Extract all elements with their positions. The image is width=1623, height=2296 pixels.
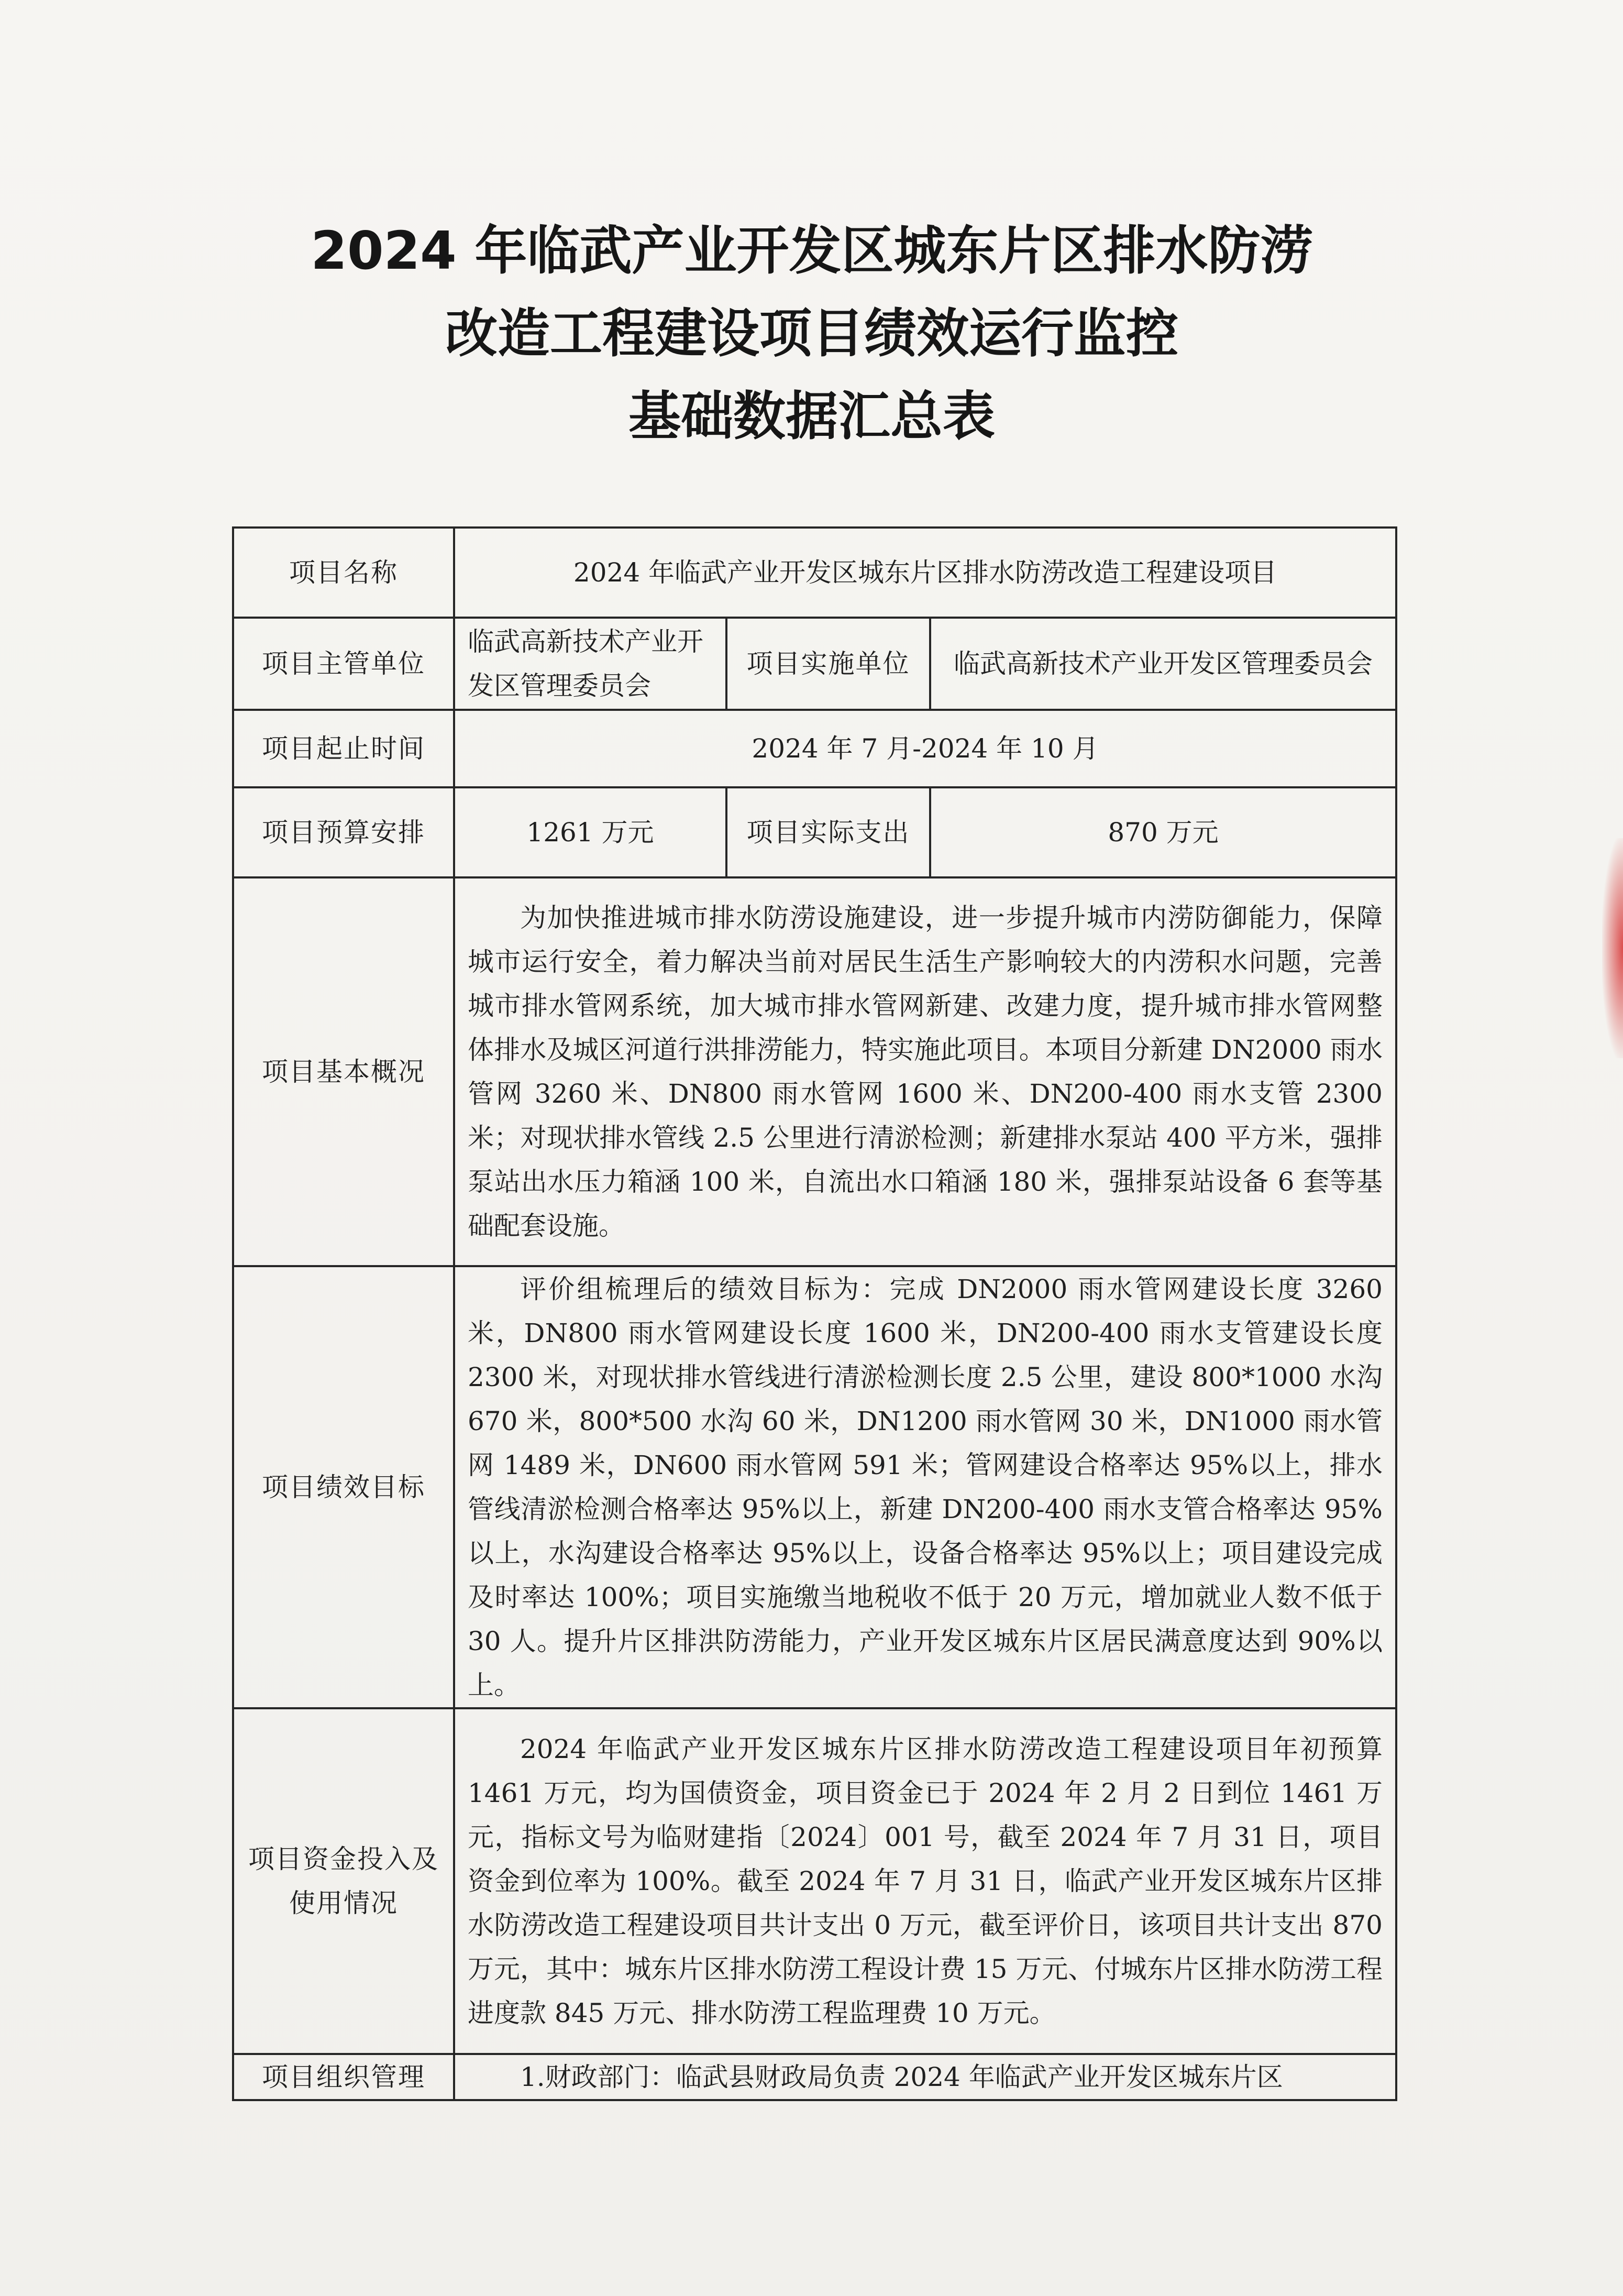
implementer-label: 项目实施单位 — [726, 618, 930, 710]
overview-cell — [454, 877, 1396, 1266]
red-seal-fragment — [1602, 838, 1623, 1058]
period-value: 2024 年 7 月-2024 年 10 月 — [454, 710, 1396, 787]
implementer-value: 临武高新技术产业开发区管理委员会 — [930, 618, 1396, 710]
org-text: 1.财政部门：临武县财政局负责 2024 年临武产业开发区城东片区 — [520, 2062, 1283, 2092]
row-overview — [233, 877, 1396, 1266]
budget-value: 1261 万元 — [454, 787, 726, 877]
row-budget — [233, 787, 1396, 877]
row-project-name — [233, 528, 1396, 618]
title-line-2: 改造工程建设项目绩效运行监控 — [445, 303, 1178, 364]
budget-label: 项目预算安排 — [233, 787, 454, 877]
actual-label: 项目实际支出 — [726, 787, 930, 877]
supervisor-value: 临武高新技术产业开发区管理委员会 — [454, 618, 726, 710]
overview-text: 为加快推进城市排水防涝设施建设，进一步提升城市内涝防御能力，保障城市运行安全，着力解决当前对居民生活生产影响较大的内涝积水问题，完善城市排水管网系统，加大城市排水管网新建、改建力度，提升城市排水管网整体排水及城区河道行洪排涝能力，特实施此项目。本项目分新建 DN2000 雨水管网 3260 米、DN800 雨水管网 1600 米、DN200-400 雨水支管 2300 米；对现状排水管线 2.5 公里进行清淤检测；新建排水泵站 400 平方米，强排泵站出水压力箱涵 100 米，自流出水口箱涵 180 米，强排泵站设备 6 套等基础配套设施。 — [468, 903, 1383, 1241]
funds-label: 项目资金投入及使用情况 — [233, 1708, 454, 2054]
overview-label: 项目基本概况 — [233, 877, 454, 1266]
org-label: 项目组织管理 — [233, 2054, 454, 2100]
goals-label: 项目绩效目标 — [233, 1266, 454, 1708]
funds-cell — [454, 1708, 1396, 2054]
document-title — [220, 210, 1404, 458]
row-units — [233, 618, 1396, 710]
row-goals — [233, 1266, 1396, 1708]
title-line-1: 2024 年临武产业开发区城东片区排水防涝 — [311, 220, 1313, 281]
row-funds — [233, 1708, 1396, 2054]
funds-text: 2024 年临武产业开发区城东片区排水防涝改造工程建设项目年初预算 1461 万元，均为国债资金，项目资金已于 2024 年 2 月 2 日到位 1461 万元，指标文号为临财建指〔2024〕001 号，截至 2024 年 7 月 31 日，项目资金到位率为 100%。截至 2024 年 7 月 31 日，临武产业开发区城东片区排水防涝改造工程建设项目共计支出 0 万元，截至评价日，该项目共计支出 870 万元，其中：城东片区排水防涝工程设计费 15 万元、付城东片区排水防涝工程进度款 845 万元、排水防涝工程监理费 10 万元。 — [468, 1734, 1383, 2028]
project-name-label: 项目名称 — [233, 528, 454, 618]
title-line-3: 基础数据汇总表 — [628, 386, 995, 447]
goals-cell — [454, 1266, 1396, 1708]
supervisor-label: 项目主管单位 — [233, 618, 454, 710]
summary-table — [232, 526, 1397, 2101]
actual-value: 870 万元 — [930, 787, 1396, 877]
goals-text: 评价组梳理后的绩效目标为：完成 DN2000 雨水管网建设长度 3260 米，DN800 雨水管网建设长度 1600 米，DN200-400 雨水支管建设长度 2300 米，对现状排水管线进行清淤检测长度 2.5 公里，建设 800*1000 水沟 670 米，800*500 水沟 60 米，DN1200 雨水管网 30 米，DN1000 雨水管网 1489 米，DN600 雨水管网 591 米；管网建设合格率达 95%以上，排水管线清淤检测合格率达 95%以上，新建 DN200-400 雨水支管合格率达 95%以上，水沟建设合格率达 95%以上，设备合格率达 95%以上；项目建设完成及时率达 100%；项目实施缴当地税收不低于 20 万元，增加就业人数不低于 30 人。提升片区排洪防涝能力，产业开发区城东片区居民满意度达到 90%以上。 — [468, 1274, 1383, 1700]
period-label: 项目起止时间 — [233, 710, 454, 787]
row-period — [233, 710, 1396, 787]
org-cell — [454, 2054, 1396, 2100]
project-name-value: 2024 年临武产业开发区城东片区排水防涝改造工程建设项目 — [454, 528, 1396, 618]
row-org — [233, 2054, 1396, 2100]
